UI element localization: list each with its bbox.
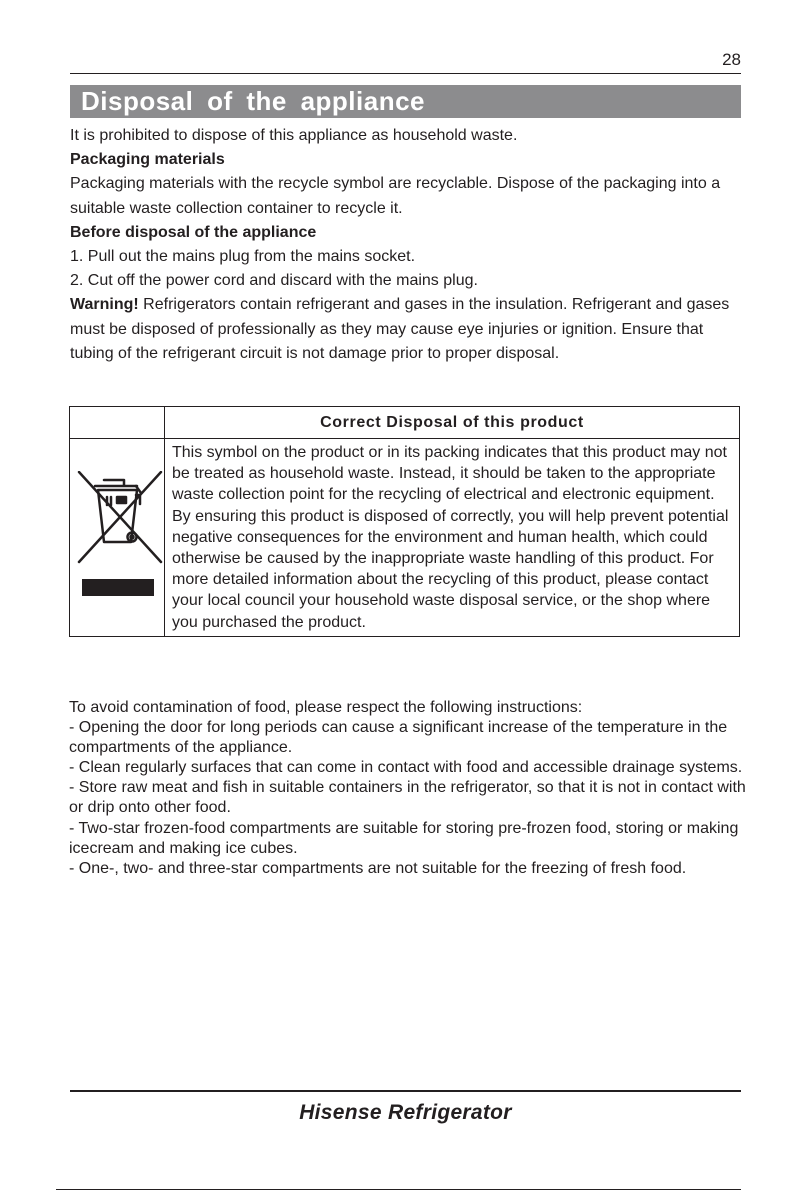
instruction-item: - Two-star frozen-food compartments are suitable for storing pre-frozen food, storing or making icecream and making ice cubes. — [69, 819, 739, 857]
disposal-table — [69, 406, 740, 637]
prohibition-text: It is prohibited to dispose of this appliance as household waste. — [70, 127, 518, 144]
table-header-empty — [70, 407, 165, 439]
step-2: 2. Cut off the power cord and discard with the mains plug. — [70, 272, 478, 290]
instruction-item: - One-, two- and three-star compartments are not suitable for the freezing of fresh food. — [69, 859, 687, 877]
warning-text: Refrigerators contain refrigerant and gases in the insulation. Refrigerant and gases must be disposed of professionally as they may cause eye injuries or ignition. Ensure that tubing of the refrigerant circuit is not damage prior to proper disposal. — [70, 296, 730, 362]
packaging-text: Packaging materials with the recycle symbol are recyclable. Dispose of the packaging into a suitable waste collection container to recycle it. — [70, 175, 721, 217]
footer-brand: Hisense Refrigerator — [299, 1101, 512, 1124]
instruction-item: - Clean regularly surfaces that can come in contact with food and accessible drainage systems. — [69, 759, 743, 777]
warning-label: Warning! — [70, 296, 139, 314]
crossed-out-wheelie-bin-icon — [71, 471, 163, 599]
packaging-heading: Packaging materials — [70, 151, 225, 169]
bottom-rule — [56, 1189, 741, 1190]
warning-paragraph — [70, 293, 741, 366]
footer-rule — [70, 1090, 741, 1092]
section-title-bar — [70, 85, 741, 118]
instruction-item: - Opening the door for long periods can cause a significant increase of the temperature in the compartments of the appliance. — [69, 719, 728, 757]
page-number: 28 — [722, 50, 741, 69]
disposal-description: This symbol on the product or in its packing indicates that this product may not be treated as household waste. Instead, it should be taken to the appropriate waste collection point for the recycling of electrical and electronic equipment. By ensuring this product is disposed of correctly, you will help prevent potential negative consequences for the environment and human health, which could otherwise be caused by the inappropriate waste handling of this product. For more detailed information about the recycling of this product, please contact your local council your household waste disposal service, or the shop where you purchased the product. — [165, 439, 740, 637]
header-rule — [70, 73, 741, 74]
intro-section — [70, 124, 741, 366]
food-instructions — [69, 698, 749, 879]
instructions-intro: To avoid contamination of food, please respect the following instructions: — [69, 699, 583, 716]
step-1: 1. Pull out the mains plug from the mains socket. — [70, 248, 416, 266]
section-title: Disposal of the appliance — [81, 86, 426, 116]
table-header: Correct Disposal of this product — [165, 407, 740, 439]
instruction-item: - Store raw meat and fish in suitable containers in the refrigerator, so that it is not in contact with or drip onto other food. — [69, 779, 746, 817]
before-disposal-heading: Before disposal of the appliance — [70, 223, 317, 241]
icon-cell — [70, 439, 165, 637]
